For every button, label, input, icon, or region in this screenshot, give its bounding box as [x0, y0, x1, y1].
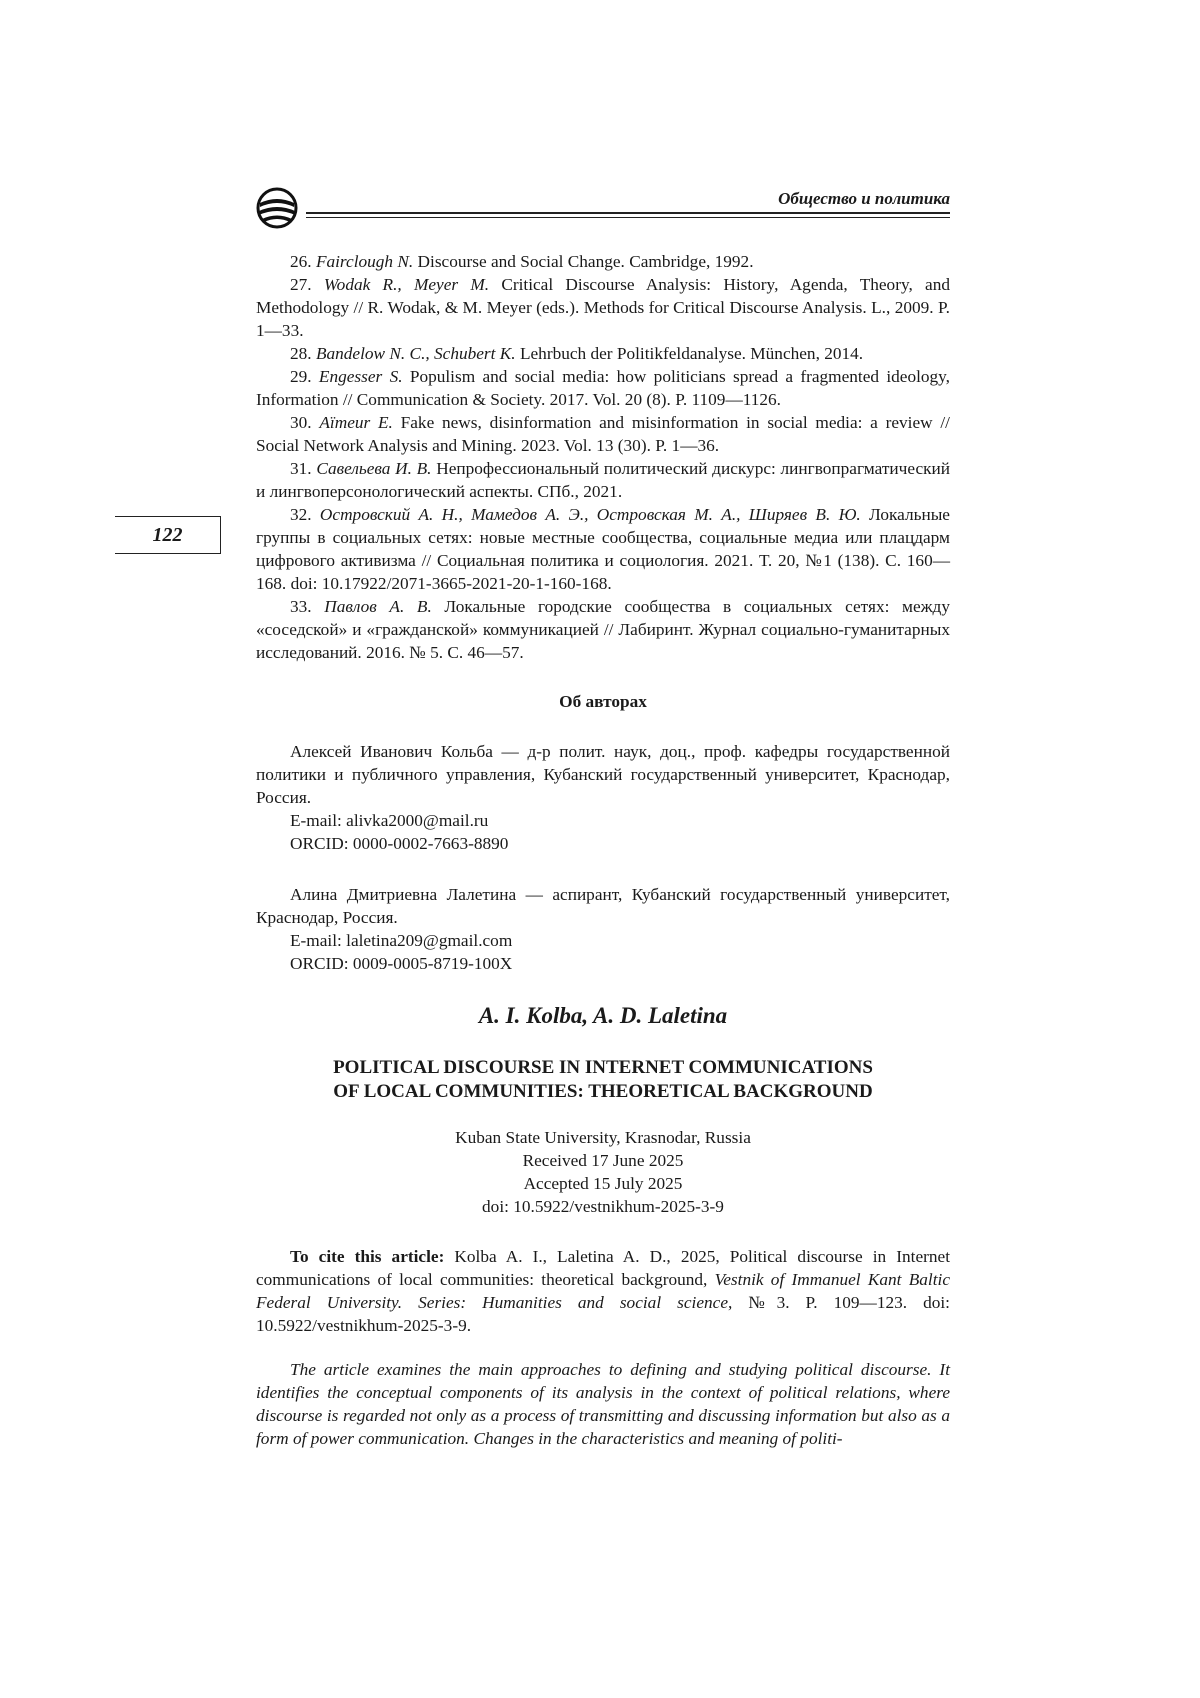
ref-author: Островский А. Н., Мамедов А. Э., Островская М. А., Ширяев В. Ю. — [319, 505, 861, 524]
section-title: Общество и политика — [778, 189, 950, 208]
reference-list — [256, 250, 950, 664]
author-description: Алексей Иванович Кольба — д-р полит. наук, доц., проф. кафедры государственной политики и публичного управления, Кубанский государственный университет, Краснодар, Россия. — [256, 742, 950, 807]
ref-number: 31. — [290, 459, 312, 478]
abstract: The article examines the main approaches to defining and studying political discourse. It identifies the conceptual components of its analysis in the context of political relations, where discourse is regarded not only as a process of transmitting and discussing information but also as a form of power communication. Changes in the characteristics and meaning of politi- — [256, 1360, 950, 1448]
ref-author: Павлов А. В. — [324, 597, 432, 616]
ref-text: Discourse and Social Change. Cambridge, 1992. — [413, 252, 754, 271]
author-info-1 — [256, 740, 950, 855]
author-info-2 — [256, 883, 950, 975]
reference-item — [256, 503, 950, 595]
ref-author: Bandelow N. C., Schubert K. — [315, 344, 516, 363]
journal-logo-icon — [256, 186, 302, 232]
reference-item — [256, 273, 950, 342]
ref-author: Fairclough N. — [315, 252, 414, 271]
author-email: E-mail: alivka2000@mail.ru — [290, 811, 489, 830]
reference-item — [256, 250, 950, 273]
reference-item — [256, 457, 950, 503]
ref-number: 27. — [290, 275, 312, 294]
ref-text: Локальные группы в социальных сетях: новые местные сообщества, социальные медиа или плацдарм цифрового активизма // Социальная политика и социология. 2021. Т. 20, №1 (138). С. 160—168. doi: 10.17922/2071-3665-2021-20-1-160-168. — [256, 505, 950, 593]
ref-number: 28. — [290, 344, 312, 363]
ref-number: 29. — [290, 367, 312, 386]
running-header — [256, 186, 950, 226]
cite-label: To cite this article: — [290, 1247, 445, 1266]
about-authors-heading: Об авторах — [559, 692, 647, 711]
ref-text: Populism and social media: how politicians spread a fragmented ideology, Information // Communication & Society. 2017. Vol. 20 (8). P. 1109—1126. — [256, 367, 951, 409]
title-line: POLITICAL DISCOURSE IN INTERNET COMMUNICATIONS — [333, 1057, 873, 1078]
header-rule-thin — [306, 217, 950, 218]
ref-text: Critical Discourse Analysis: History, Agenda, Theory, and Methodology // R. Wodak, & M. Meyer (eds.). Methods for Critical Discourse Analysis. L., 2009. P. 1—33. — [256, 275, 950, 340]
reference-item — [256, 342, 950, 365]
accepted-date: Accepted 15 July 2025 — [523, 1174, 683, 1193]
cite-text: Kolba A. I., Laletina A. D., 2025, Political discourse in Internet communications of local communities: theoretical background, — [256, 1247, 950, 1289]
ref-author: Савельева И. В. — [316, 459, 432, 478]
author-orcid: ORCID: 0009-0005-8719-100X — [290, 954, 513, 973]
ref-number: 33. — [290, 597, 312, 616]
affiliation: Kuban State University, Krasnodar, Russia — [455, 1128, 751, 1147]
ref-author: Engesser S. — [318, 367, 403, 386]
author-email: E-mail: laletina209@gmail.com — [290, 931, 513, 950]
article-meta — [256, 1126, 950, 1218]
ref-author: Wodak R., Meyer M. — [323, 275, 490, 294]
author-description: Алина Дмитриевна Лалетина — аспирант, Кубанский государственный университет, Краснодар, Россия. — [256, 885, 950, 927]
ref-number: 26. — [290, 252, 312, 271]
citation-paragraph — [256, 1245, 950, 1337]
ref-author: Aïmeur E. — [319, 413, 393, 432]
ref-number: 32. — [290, 505, 312, 524]
ref-text: Fake news, disinformation and misinformation in social media: a review // Social Network Analysis and Mining. 2023. Vol. 13 (30). P. 1—36. — [256, 413, 950, 455]
reference-item — [256, 365, 950, 411]
english-title — [256, 1056, 950, 1104]
doi: doi: 10.5922/vestnikhum-2025-3-9 — [482, 1197, 724, 1216]
header-rule-thick — [306, 212, 950, 214]
ref-text: Lehrbuch der Politikfeldanalyse. München, 2014. — [515, 344, 864, 363]
title-line: OF LOCAL COMMUNITIES: THEORETICAL BACKGROUND — [333, 1081, 873, 1102]
english-authors: A. I. Kolba, A. D. Laletina — [478, 1003, 728, 1028]
received-date: Received 17 June 2025 — [522, 1151, 684, 1170]
ref-text: Локальные городские сообщества в социальных сетях: между «соседской» и «гражданской» коммуникацией // Лабиринт. Журнал социально-гуманитарных исследований. 2016. № 5. С. 46—57. — [256, 597, 950, 662]
cite-text-end: , №3. P. 109—123. doi: 10.5922/vestnikhum-2025-3-9. — [256, 1293, 950, 1335]
ref-number: 30. — [290, 413, 312, 432]
reference-item — [256, 411, 950, 457]
page-number: 122 — [115, 516, 221, 554]
author-orcid: ORCID: 0000-0002-7663-8890 — [290, 834, 509, 853]
ref-text: Непрофессиональный политический дискурс: лингвопрагматический и лингвоперсонологический аспекты. СПб., 2021. — [256, 459, 951, 501]
reference-item — [256, 595, 950, 664]
cite-journal: Vestnik of Immanuel Kant Baltic Federal University. Series: Humanities and social science — [256, 1270, 950, 1312]
